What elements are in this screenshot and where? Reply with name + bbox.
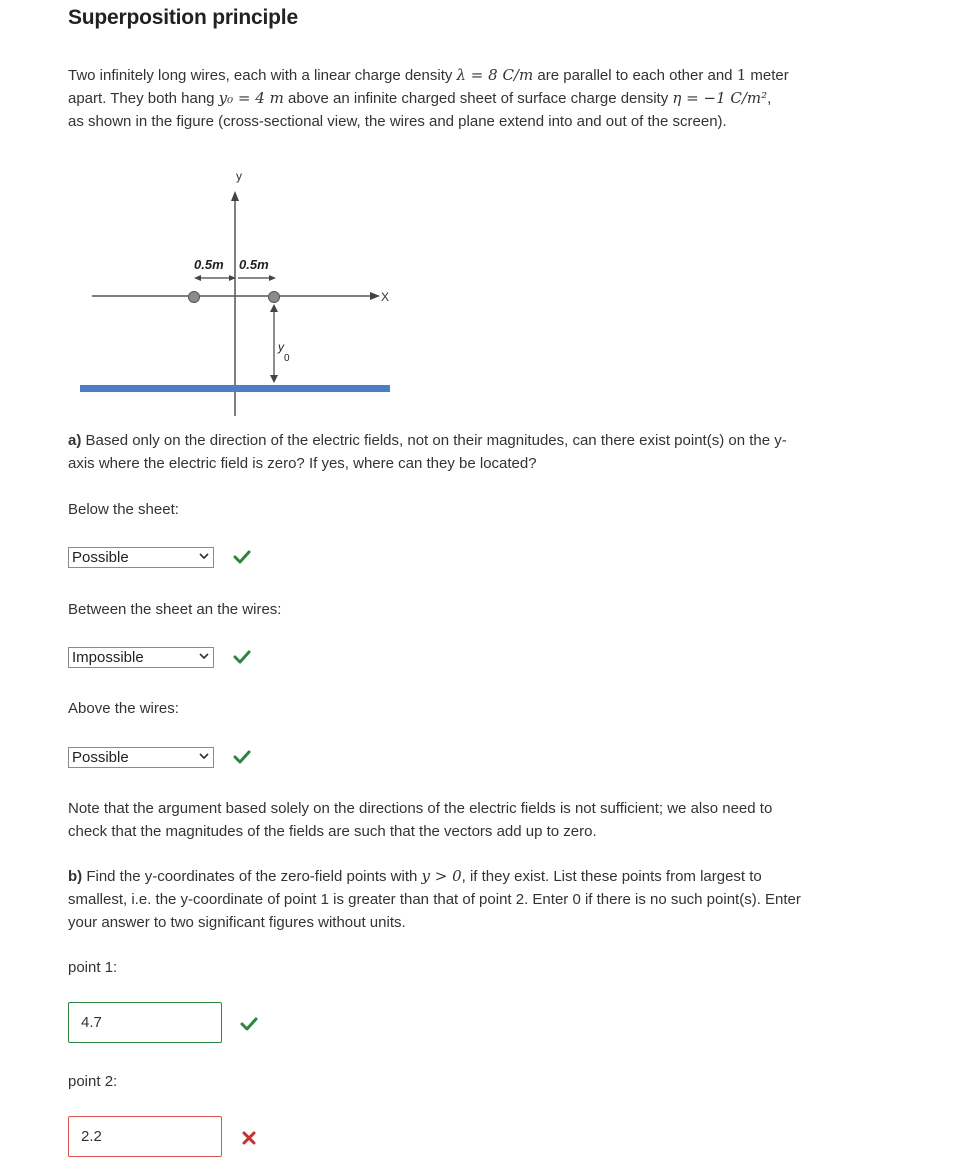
arrow-right-icon [269, 275, 276, 281]
chevron-down-icon [199, 751, 209, 761]
above-wires-select[interactable]: Possible [68, 747, 214, 768]
point-1-label: point 1: [68, 959, 118, 976]
page-title: Superposition principle [68, 6, 298, 29]
correct-check-icon [233, 749, 251, 765]
y0-subscript: 0 [284, 353, 290, 364]
arrow-up-icon [270, 304, 278, 312]
part-a-question: a) Based only on the direction of the electric fields, not on their magnitudes, can there exist point(s) on the y- axis where the electric field is zero? If yes, where can they be located? [68, 432, 787, 472]
chevron-down-icon [199, 551, 209, 561]
between-sheet-wires-label: Between the sheet an the wires: [68, 601, 282, 618]
point-2-label: point 2: [68, 1073, 118, 1090]
intro-paragraph: Two infinitely long wires, each with a linear charge density λ = 8 C/m are parallel to each other and 1 meter apart. They both hang y₀ = 4 m above an infinite charged sheet of surface charge density η = −1 C/m², as shown in the figure (cross-sectional view, the wires and plane extend into and out of the screen). [68, 66, 789, 130]
between-sheet-wires-select[interactable]: Impossible [68, 647, 214, 668]
below-sheet-select[interactable]: Possible [68, 547, 214, 568]
distance-right-label: 0.5m [239, 257, 269, 272]
correct-check-icon [233, 649, 251, 665]
distance-left-label: 0.5m [194, 257, 224, 272]
correct-check-icon [240, 1016, 258, 1032]
point-2-input[interactable]: 2.2 [68, 1116, 222, 1157]
part-b-question: b) Find the y-coordinates of the zero-field points with y > 0, if they exist. List these points from largest to smallest, i.e. the y-coordinate of point 1 is greater than that of point 2. Enter 0 if there is no such point(s). Enter your answer to two significant figures without units. [68, 867, 801, 931]
arrow-left-icon [194, 275, 201, 281]
below-sheet-label: Below the sheet: [68, 501, 179, 518]
eta-expression: η = −1 C/m² [672, 89, 768, 107]
x-axis-arrow-icon [370, 292, 380, 300]
y0-expression: y₀ = 4 m [218, 89, 284, 107]
charged-sheet [80, 385, 390, 392]
above-wires-label: Above the wires: [68, 700, 179, 717]
arrow-down-icon [270, 375, 278, 383]
lambda-expression: λ = 8 C/m [456, 66, 534, 84]
y0-label: y [278, 340, 284, 354]
right-wire [269, 292, 280, 303]
x-axis-label: X [381, 290, 390, 304]
wires-sheet-figure [70, 160, 400, 422]
note-paragraph: Note that the argument based solely on the directions of the electric fields is not sufficient; we also need to check that the magnitudes of the fields are such that the vectors add up to zero. [68, 800, 773, 840]
y-axis-label: y [236, 169, 242, 183]
y-condition: y > 0 [421, 867, 462, 885]
correct-check-icon [233, 549, 251, 565]
chevron-down-icon [199, 651, 209, 661]
y-axis-arrow-icon [231, 191, 239, 201]
point-1-input[interactable]: 4.7 [68, 1002, 222, 1043]
incorrect-x-icon [240, 1130, 258, 1146]
left-wire [189, 292, 200, 303]
